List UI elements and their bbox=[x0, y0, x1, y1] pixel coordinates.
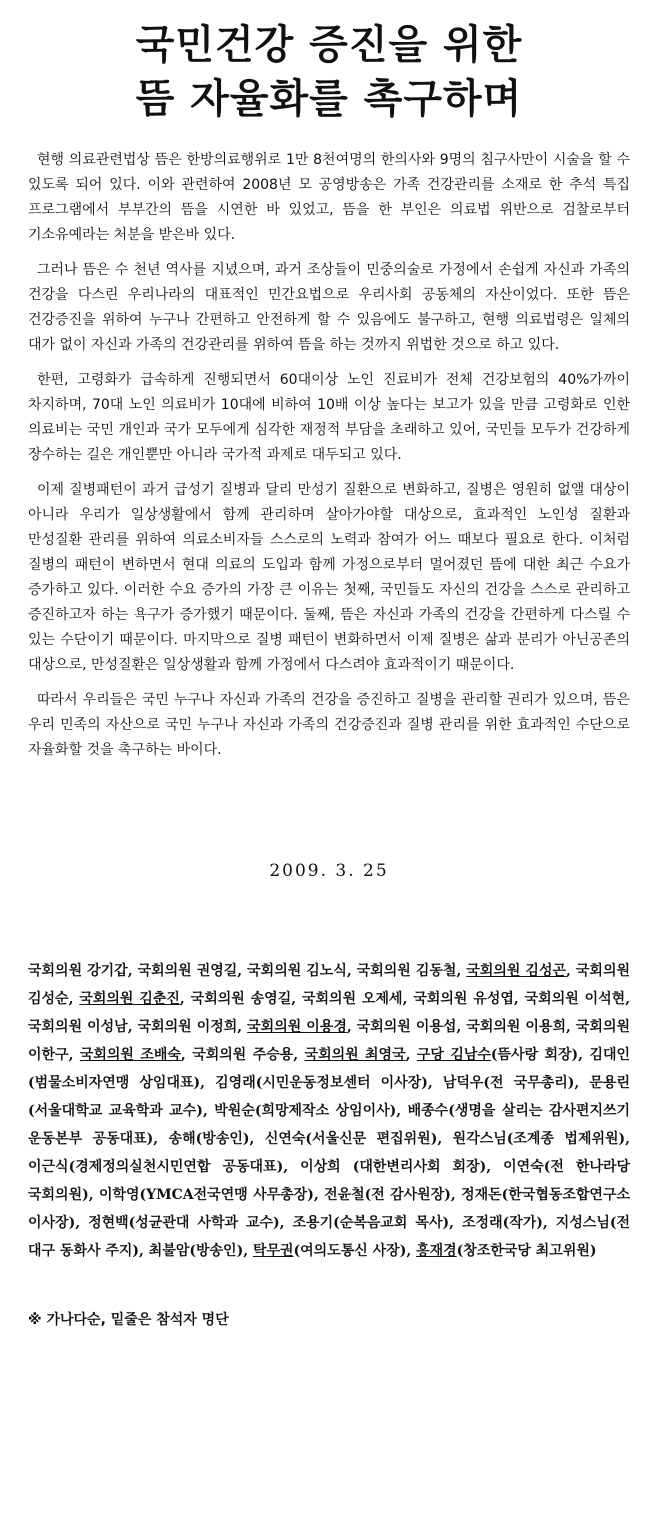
signer-name: 원각스님(조계종 법제위원) bbox=[452, 1131, 626, 1147]
body-paragraph-4: 이제 질병패턴이 과거 급성기 질병과 달리 만성기 질환으로 변화하고, 질병은 영원히 없앨 대상이 아니라 우리가 일상생활에서 함께 관리하며 살아가야할 대상으로, 효과적인 노인성 질환과 만성질환 관리를 위하여 의료소비자들 스스로의 노력과 참여가 어느 때보다 필요로 한다. 이처럼 질병의 패턴이 변하면서 현대 의료의 도입과 함께 가정으로부터 멀어졌던 뜸에 대한 최근 수요가 증가하고 있다. 이러한 수요 증가의 가장 큰 이유는 첫째, 국민들도 자신의 건강을 스스로 관리하고 증진하고자 하는 욕구가 증가했기 때문이다. 둘째, 뜸은 자신과 가족의 건강을 간편하게 다스릴 수 있는 수단이기 때문이다. 마지막으로 질병 패턴이 변화하면서 이제 질병은 삶과 분리가 아닌공존의 대상으로, 만성질환은 일상생활과 함께 가정에서 다스려야 효과적이기 때문이다. bbox=[28, 482, 630, 673]
signer-name: 국회의원 김성곤 bbox=[466, 963, 566, 979]
signer-name: 국회의원 강기갑 bbox=[28, 963, 128, 979]
signer-name: 국회의원 이한구 bbox=[28, 1019, 630, 1063]
signer-name: 정현백(성균관대 사학과 교수) bbox=[88, 1215, 280, 1231]
signer-name: 국회의원 이용희 bbox=[466, 1019, 566, 1035]
signer-name: 국회의원 유성엽 bbox=[413, 991, 514, 1007]
signer-name: 국회의원 주승용 bbox=[192, 1047, 294, 1063]
signer-name: 국회의원 이용섭 bbox=[356, 1019, 457, 1035]
signer-name: 국회의원 송영길 bbox=[190, 991, 292, 1007]
signer-name: 이상희 (대한변리사회 회장) bbox=[300, 1159, 487, 1175]
signer-name: 국회의원 김성순 bbox=[28, 963, 630, 1007]
signer-name: 조용기(순복음교회 목사) bbox=[292, 1215, 450, 1231]
title-line-2: 뜸 자율화를 촉구하며 bbox=[135, 75, 523, 122]
signer-name: 지성스님(전 대구 동화사 주지) bbox=[28, 1215, 631, 1259]
signer-name: 송해(방송인) bbox=[168, 1131, 250, 1147]
signer-name: 이근식(경제정의실천시민연합 공동대표) bbox=[28, 1159, 284, 1175]
signer-name: 국회의원 오제세 bbox=[302, 991, 403, 1007]
signer-note: ※ 가나다순, 밑줄은 참석자 명단 bbox=[28, 1312, 229, 1328]
signer-name: 국회의원 조배숙 bbox=[79, 1047, 181, 1063]
document-date: 2009. 3. 25 bbox=[269, 861, 389, 881]
signer-name: 문용린(서울대학교 교육학과 교수) bbox=[28, 1075, 630, 1119]
signer-name: 박원순(희망제작소 상임이사) bbox=[214, 1103, 397, 1119]
signer-name: 김영래(시민운동정보센터 이사장) bbox=[215, 1075, 428, 1091]
signer-name: 국회의원 이용경 bbox=[247, 1019, 347, 1035]
signer-name: (뜸사랑 회장) bbox=[490, 1047, 579, 1063]
signer-name: 홍재경 bbox=[416, 1243, 457, 1259]
signer-name: 남덕우(전 국무총리) bbox=[442, 1075, 575, 1091]
signer-name: 국회의원 김춘진 bbox=[79, 991, 180, 1007]
signer-name: 신연숙(서울신문 편집위원) bbox=[264, 1131, 438, 1147]
document-title bbox=[28, 0, 630, 126]
signer-name: 전윤철(전 감사원장) bbox=[324, 1187, 451, 1203]
signer-name: 국회의원 이석현 bbox=[524, 991, 626, 1007]
signer-name: 이학영(YMCA전국연맹 사무총장) bbox=[98, 1187, 314, 1203]
signer-name: 조정래(작가) bbox=[462, 1215, 543, 1231]
signer-name: 국회의원 이정희 bbox=[137, 1019, 238, 1035]
signer-name: 구당 김남수 bbox=[416, 1047, 491, 1063]
signer-name: 정재돈(한국협동조합연구소 이사장) bbox=[28, 1187, 631, 1231]
signer-name: 국회의원 최영국 bbox=[304, 1047, 406, 1063]
body-paragraph-1: 현행 의료관련법상 뜸은 한방의료행위로 1만 8천여명의 한의사와 9명의 침구사만이 시술을 할 수 있도록 되어 있다. 이와 관련하여 2008년 모 공영방송은 가족 건강관리를 소재로 한 추석 특집 프로그램에서 부부간의 뜸을 시연한 바 있었고, 뜸을 한 부인은 의료법 위반으로 검찰로부터 기소유예라는 처분을 받은바 있다. bbox=[28, 152, 630, 243]
signer-name: 이연숙(전 한나라당 국회의원) bbox=[28, 1159, 630, 1203]
signer-name: 최불암(방송인) bbox=[148, 1243, 244, 1259]
body-paragraph-5: 따라서 우리들은 국민 누구나 자신과 가족의 건강을 증진하고 질병을 관리할 권리가 있으며, 뜸은 우리 민족의 자산으로 국민 누구나 자신과 가족의 건강증진과 질병 관리를 위한 효과적인 수단으로 자율화할 것을 촉구하는 바이다. bbox=[28, 692, 630, 758]
title-line-1: 국민건강 증진을 위한 bbox=[135, 21, 523, 68]
signer-name: (여의도통신 사장) bbox=[293, 1243, 407, 1259]
body-paragraph-2: 그러나 뜸은 수 천년 역사를 지녔으며, 과거 조상들이 민중의술로 가정에서 손쉽게 자신과 가족의 건강을 다스린 우리나라의 대표적인 민간요법으로 우리사회 공동체의 자산이었다. 또한 뜸은 건강증진을 위하여 누구나 간편하고 안전하게 할 수 있음에도 불구하고, 현행 의료법령은 일체의 대가 없이 자신과 가족의 건강관리를 위하여 뜸을 하는 것까지 위법한 것으로 하고 있다. bbox=[28, 262, 630, 353]
signer-list: 국회의원 강기갑, 국회의원 권영길, 국회의원 김노식, 국회의원 김동철, 국회의원 김성곤, 국회의원 김성순, 국회의원 김춘진, 국회의원 송영길, 국회의원 오제세, 국회의원 유성엽, 국회의원 이석현, 국회의원 이성남, 국회의원 이정희, 국회의원 이용경, 국회의원 이용섭, 국회의원 이용희, 국회의원 이한구, 국회의원 조배숙, 국회의원 주승용, 국회의원 최영국, 구당 김남수(뜸사랑 회장), 김대인(범물소비자연맹 상임대표), 김영래(시민운동정보센터 이사장), 남덕우(전 국무총리), 문용린(서울대학교 교육학과 교수), 박원순(희망제작소 상임이사), 배종수(생명을 살리는 감사편지쓰기 운동본부 공동대표), 송해(방송인), 신연숙(서울신문 편집위원), 원각스님(조계종 법제위원), 이근식(경제정의실천시민연합 공동대표), 이상희 (대한변리사회 회장), 이연숙(전 한나라당 국회의원), 이학영(YMCA전국연맹 사무총장), 전윤철(전 감사원장), 정재돈(한국협동조합연구소 이사장), 정현백(성균관대 사학과 교수), 조용기(순복음교회 목사), 조정래(작가), 지성스님(전 대구 동화사 주지), 최불암(방송인), 탁무권(여의도통신 사장), 홍재경(창조한국당 최고위원) bbox=[28, 963, 631, 1259]
signer-name: 국회의원 김동철 bbox=[356, 963, 457, 979]
signer-name: (창조한국당 최고위원) bbox=[456, 1243, 597, 1259]
body-paragraph-3: 한편, 고령화가 급속하게 진행되면서 60대이상 노인 진료비가 전체 건강보험의 40%가까이 차지하며, 70대 노인 의료비가 10대에 비하여 10배 이상 높다는 보고가 있을 만큼 고령화로 인한 의료비는 국민 개인과 국가 모두에게 심각한 재정적 부담을 초래하고 있어, 국민들 모두가 건강하게 장수하는 길은 개인뿐만 아니라 국가적 과제로 대두되고 있다. bbox=[28, 372, 630, 463]
signer-name: 탁무권 bbox=[252, 1243, 294, 1259]
signer-name: 배종수(생명을 살리는 감사편지쓰기 운동본부 공동대표) bbox=[28, 1103, 631, 1147]
signer-name: 국회의원 이성남 bbox=[28, 1019, 128, 1035]
signer-name: 국회의원 권영길 bbox=[137, 963, 238, 979]
signer-name: 국회의원 김노식 bbox=[247, 963, 347, 979]
document-body bbox=[28, 148, 630, 763]
signer-name: 김대인(범물소비자연맹 상임대표) bbox=[28, 1047, 631, 1091]
